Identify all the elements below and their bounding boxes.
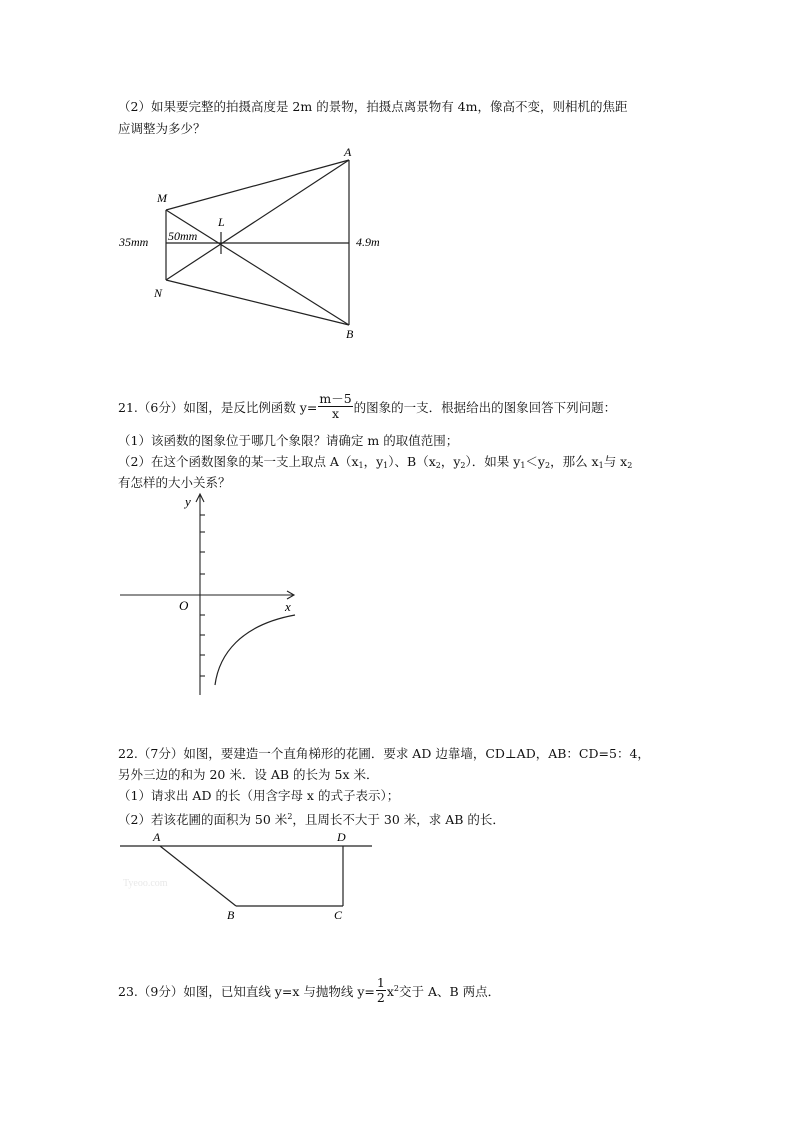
side-ab	[160, 846, 236, 906]
label-m: M	[157, 191, 167, 205]
q22-line2: 另外三边的和为 20 米．设 AB 的长为 5x 米．	[118, 767, 379, 782]
q21-p2-g: ，那么 x	[550, 454, 599, 469]
q21-suffix: 的图象的一支．根据给出的图象回答下列问题：	[353, 400, 617, 415]
label-n: N	[154, 286, 163, 300]
label-b: B	[227, 908, 235, 922]
label-50mm: 50mm	[168, 229, 198, 243]
origin-label: O	[179, 598, 189, 613]
q21-part2-line2: 有怎样的大小关系？	[118, 475, 231, 490]
ray-m-a	[166, 160, 349, 210]
label-c: C	[334, 908, 343, 922]
q21-sub-x1b: 1	[598, 461, 604, 470]
q23-x: x	[386, 984, 394, 999]
q21-stem	[118, 391, 617, 423]
q23-sup: 2	[393, 984, 399, 993]
label-35mm: 35mm	[119, 235, 149, 249]
q21-prefix: 21.（6分）如图，是反比例函数 y=	[118, 400, 318, 415]
q21-p2-c: ）、B（x	[388, 454, 436, 469]
q23-frac-den: 2	[376, 990, 385, 1005]
label-a: A	[153, 830, 161, 844]
q21-sub-x1: 1	[358, 461, 364, 470]
q21-sub-y2b: 2	[544, 461, 551, 470]
q20-part2-line2: 应调整为多少？	[118, 121, 206, 136]
label-b: B	[346, 327, 354, 341]
q21-sub-y1: 1	[383, 461, 389, 470]
watermark: Tyeoo.com	[123, 878, 168, 889]
ray-m-b	[166, 210, 349, 325]
q23-fraction	[376, 976, 386, 1005]
q22-p2-a: （2）若该花圃的面积为 50 米	[118, 812, 288, 827]
q23-suffix: 交于 A、B 两点．	[398, 984, 501, 999]
q20-part2-line1: （2）如果要完整的拍摄高度是 2m 的景物，拍摄点离景物有 4m，像高不变，则相机的焦距	[118, 99, 628, 114]
q23-prefix: 23.（9分）如图，已知直线 y=x 与抛物线 y=	[118, 984, 375, 999]
q21-p2-h: 与 x	[603, 454, 628, 469]
q22-line1: 22.（7分）如图，要建造一个直角梯形的花圃．要求 AD 边靠墙，CD⊥AD，AB：CD=5：4，	[118, 746, 650, 761]
q21-p2-a: （2）在这个函数图象的某一支上取点 A（x	[118, 454, 359, 469]
label-a: A	[344, 145, 352, 159]
y-axis-label: y	[185, 494, 191, 509]
trapezoid-garden-diagram	[115, 826, 380, 926]
label-l: L	[218, 215, 225, 229]
ray-n-b	[166, 280, 349, 325]
q21-p2-e: ）．如果 y	[465, 454, 521, 469]
q21-part1: （1）该函数的图象位于哪几个象限？请确定 m 的取值范围；	[118, 433, 459, 448]
q21-sub-x2b: 2	[627, 461, 633, 470]
q21-p2-f: ＜y	[525, 454, 545, 469]
camera-lens-diagram	[110, 140, 410, 345]
q21-frac-num: m－5	[319, 391, 352, 406]
q21-p2-b: ，y	[363, 454, 384, 469]
q22-part1: （1）请求出 AD 的长（用含字母 x 的式子表示）；	[118, 788, 400, 803]
label-4-9m: 4.9m	[356, 235, 380, 249]
ray-n-a	[166, 160, 349, 280]
q23-stem	[118, 975, 501, 1007]
q21-p2-d: ，y	[440, 454, 461, 469]
q21-frac-den: x	[331, 406, 340, 421]
x-axis-label: x	[285, 599, 291, 614]
hyperbola-branch	[215, 615, 295, 685]
q23-frac-num: 1	[376, 975, 385, 990]
label-d: D	[337, 830, 346, 844]
inverse-function-graph	[115, 490, 305, 700]
q21-sub-y2: 2	[460, 461, 466, 470]
q21-sub-y1b: 1	[520, 461, 526, 470]
q22-p2-b: ，且周长不大于 30 米，求 AB 的长．	[292, 812, 505, 827]
q21-sub-x2: 2	[435, 461, 441, 470]
q22-sup: 2	[287, 812, 293, 821]
q21-fraction	[318, 392, 352, 421]
